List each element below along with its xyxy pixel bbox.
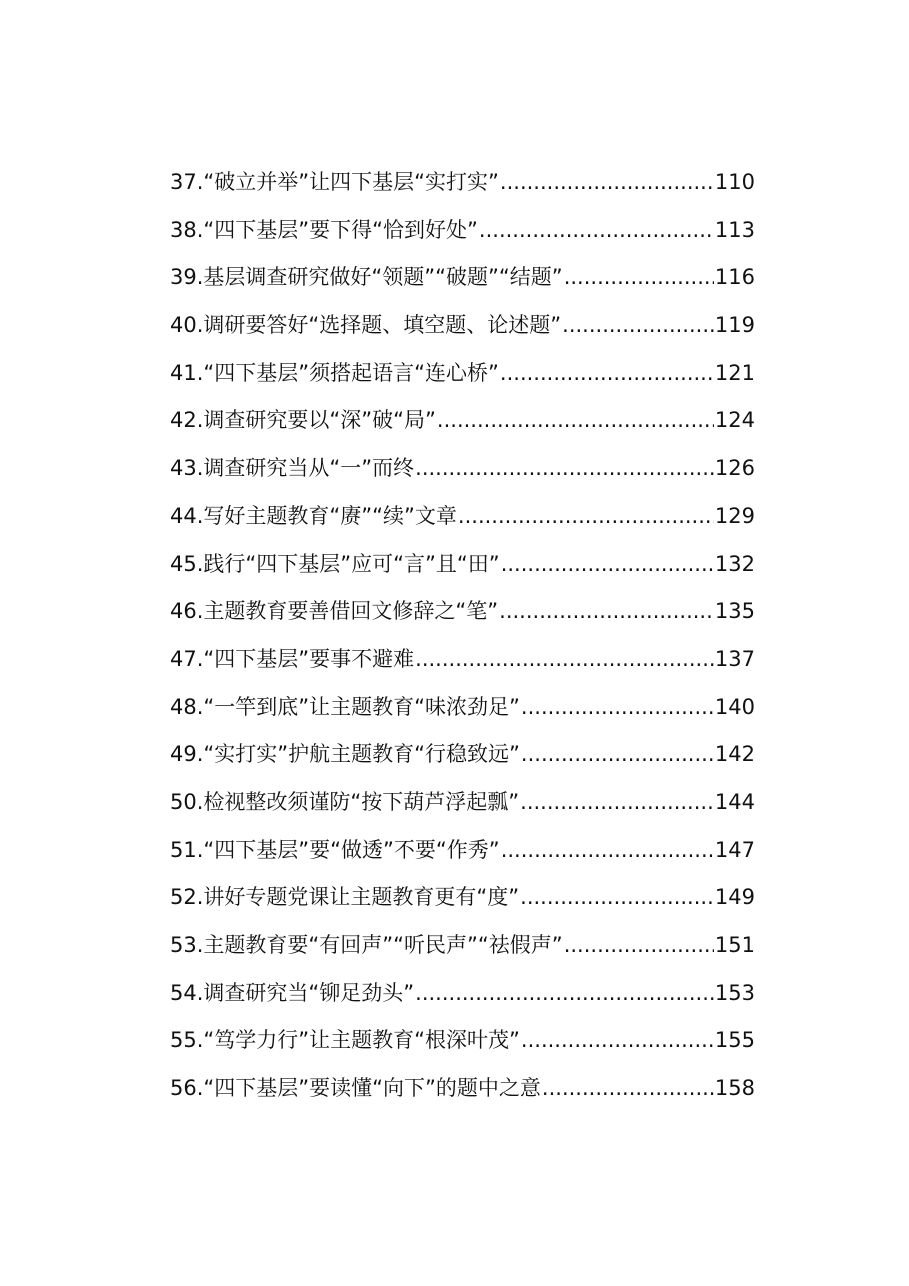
toc-entry[interactable]	[170, 445, 755, 493]
toc-dot-leader	[501, 827, 714, 875]
toc-entry-title: 41.“四下基层”须搭起语言“连心桥”	[170, 360, 499, 385]
toc-dot-leader	[562, 302, 714, 350]
toc-page-number: 137	[714, 646, 755, 671]
toc-dot-leader	[521, 684, 714, 732]
toc-entry[interactable]	[170, 159, 755, 207]
toc-entry[interactable]	[170, 636, 755, 684]
toc-entry[interactable]	[170, 302, 755, 350]
toc-entry-title: 46.主题教育要善借回文修辞之“笔”	[170, 599, 499, 624]
toc-page-number: 158	[714, 1076, 755, 1101]
toc-page-number: 153	[714, 980, 755, 1005]
toc-page-number: 110	[714, 170, 755, 194]
toc-dot-leader	[415, 636, 714, 684]
toc-page-number: 147	[714, 837, 755, 862]
toc-entry-title: 37.“破立并举”让四下基层“实打实”	[170, 170, 499, 194]
toc-entry-title: 52.讲好专题党课让主题教育更有“度”	[170, 885, 520, 910]
toc-entry-title: 54.调查研究当“铆足劲头”	[170, 980, 415, 1005]
toc-dot-leader	[415, 970, 714, 1018]
toc-entry[interactable]	[170, 493, 755, 541]
toc-page-number: 144	[714, 789, 755, 814]
toc-entry[interactable]	[170, 1065, 755, 1113]
toc-page-number: 124	[714, 408, 755, 433]
table-of-contents	[170, 159, 755, 1113]
toc-entry-title: 51.“四下基层”要“做透”不要“作秀”	[170, 837, 500, 862]
toc-entry[interactable]	[170, 541, 755, 589]
toc-entry[interactable]	[170, 397, 755, 445]
toc-entry-title: 44.写好主题教育“赓”“续”文章	[170, 503, 457, 528]
toc-page-number: 116	[714, 265, 755, 290]
toc-entry[interactable]	[170, 731, 755, 779]
toc-entry-title: 45.践行“四下基层”应可“言”且“田”	[170, 551, 500, 576]
toc-page-number: 135	[714, 599, 755, 624]
toc-entry[interactable]	[170, 922, 755, 970]
toc-dot-leader	[564, 254, 714, 302]
toc-dot-leader	[500, 159, 714, 207]
toc-page-number: 142	[714, 742, 755, 767]
toc-dot-leader	[458, 493, 714, 541]
toc-entry-title: 40.调研要答好“选择题、填空题、论述题”	[170, 313, 562, 338]
toc-page-number: 132	[714, 551, 755, 576]
toc-entry[interactable]	[170, 207, 755, 255]
toc-entry[interactable]	[170, 684, 755, 732]
toc-entry[interactable]	[170, 779, 755, 827]
toc-entry[interactable]	[170, 1017, 755, 1065]
toc-entry[interactable]	[170, 588, 755, 636]
toc-dot-leader	[521, 1017, 714, 1065]
toc-entry[interactable]	[170, 970, 755, 1018]
toc-dot-leader	[520, 779, 714, 827]
toc-entry-title: 39.基层调查研究做好“领题”“破题”“结题”	[170, 265, 563, 290]
toc-entry-title: 38.“四下基层”要下得“恰到好处”	[170, 217, 478, 242]
toc-entry-title: 53.主题教育要“有回声”“听民声”“祛假声”	[170, 933, 563, 957]
toc-dot-leader	[499, 588, 714, 636]
toc-entry-title: 42.调查研究要以“深”破“局”	[170, 408, 436, 433]
toc-entry-title: 43.调查研究当从“一”而终	[170, 456, 415, 481]
toc-page-number: 140	[714, 694, 755, 719]
toc-entry-title: 49.“实打实”护航主题教育“行稳致远”	[170, 742, 520, 767]
toc-page-number: 126	[714, 456, 755, 481]
toc-dot-leader	[500, 350, 714, 398]
toc-page-number: 113	[714, 217, 755, 242]
toc-page-number: 151	[714, 933, 755, 957]
toc-entry-title: 50.检视整改须谨防“按下葫芦浮起瓢”	[170, 789, 520, 814]
toc-entry[interactable]	[170, 874, 755, 922]
toc-entry-title: 55.“笃学力行”让主题教育“根深叶茂”	[170, 1028, 520, 1053]
toc-dot-leader	[501, 541, 714, 589]
toc-dot-leader	[415, 445, 714, 493]
toc-entry-title: 56.“四下基层”要读懂“向下”的题中之意	[170, 1076, 541, 1101]
toc-page-number: 149	[714, 885, 755, 910]
toc-dot-leader	[521, 731, 714, 779]
toc-entry-title: 47.“四下基层”要事不避难	[170, 646, 415, 671]
toc-page-number: 129	[714, 503, 755, 528]
toc-dot-leader	[520, 874, 714, 922]
toc-dot-leader	[437, 397, 714, 445]
toc-page-number: 121	[714, 360, 755, 385]
toc-page-number: 155	[714, 1028, 755, 1053]
toc-dot-leader	[542, 1065, 714, 1113]
toc-entry[interactable]	[170, 827, 755, 875]
toc-dot-leader	[479, 207, 714, 255]
toc-dot-leader	[564, 922, 714, 970]
toc-entry[interactable]	[170, 254, 755, 302]
toc-page-number: 119	[714, 313, 755, 338]
toc-entry-title: 48.“一竿到底”让主题教育“味浓劲足”	[170, 694, 520, 719]
toc-entry[interactable]	[170, 350, 755, 398]
